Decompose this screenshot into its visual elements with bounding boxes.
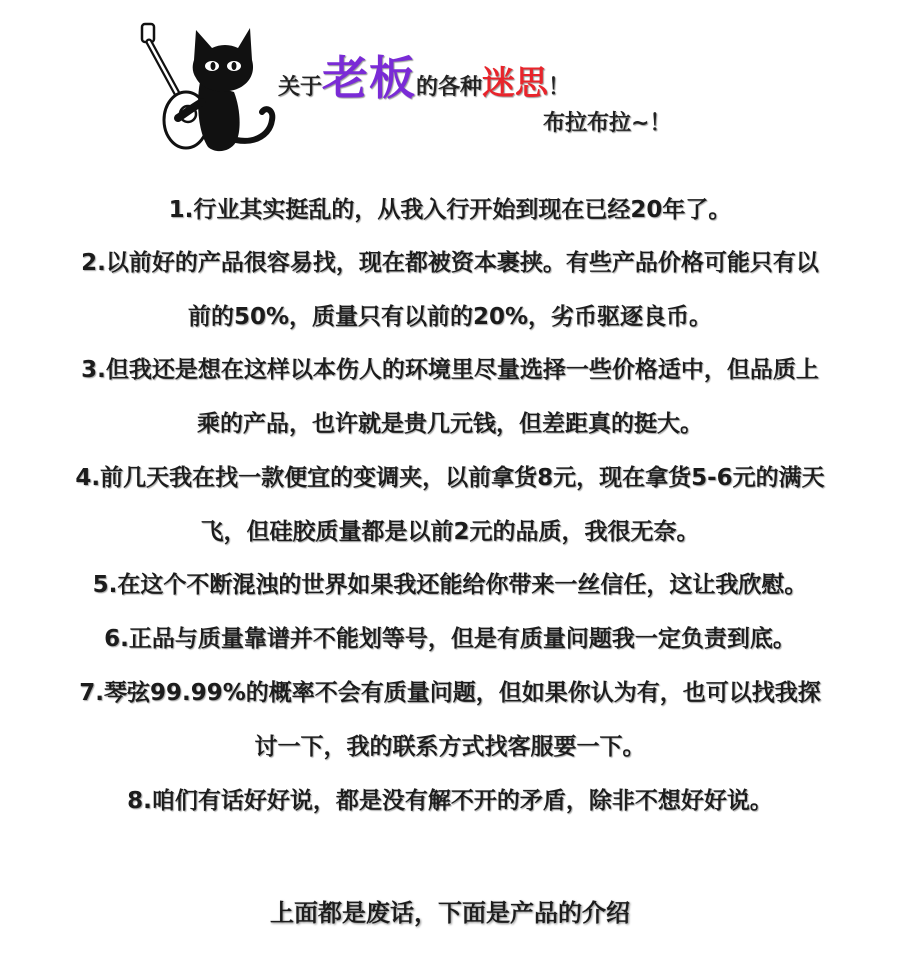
page-subtitle: 布拉布拉~！ [543, 111, 672, 136]
note-line: 8.咱们有话好好说，都是没有解不开的矛盾，除非不想好好说。 [127, 788, 773, 814]
note-line: 4.前几天我在找一款便宜的变调夹，以前拿货8元，现在拿货5-6元的满天 [75, 465, 825, 491]
title-highlight-boss: 老板 [322, 51, 417, 105]
note-line: 2.以前好的产品很容易找，现在都被资本裹挟。有些产品价格可能只有以 [81, 250, 819, 276]
title-prefix: 关于 [278, 75, 323, 100]
page-title [278, 42, 570, 108]
note-line: 1.行业其实挺乱的，从我入行开始到现在已经20年了。 [168, 197, 732, 223]
note-line: 5.在这个不断混浊的世界如果我还能给你带来一丝信任，这让我欣慰。 [92, 572, 808, 598]
title-highlight-myths: 迷思 [482, 63, 549, 102]
note-line: 讨一下，我的联系方式找客服要一下。 [254, 734, 646, 760]
note-line: 6.正品与质量靠谱并不能划等号，但是有质量问题我一定负责到底。 [104, 626, 796, 652]
title-middle: 的各种 [416, 75, 483, 100]
note-line: 7.琴弦99.99%的概率不会有质量问题，但如果你认为有，也可以找我探 [79, 680, 821, 706]
note-line: 3.但我还是想在这样以本伤人的环境里尽量选择一些价格适中，但品质上 [81, 357, 819, 383]
title-suffix: ！ [548, 75, 571, 100]
note-line: 前的50%，质量只有以前的20%，劣币驱逐良币。 [187, 304, 713, 330]
note-line: 乘的产品，也许就是贵几元钱，但差距真的挺大。 [197, 411, 703, 437]
note-line: 飞，但硅胶质量都是以前2元的品质，我很无奈。 [200, 519, 700, 545]
black-cat-guitar-icon [138, 22, 288, 157]
header [0, 0, 900, 170]
footer-caption: 上面都是废话，下面是产品的介绍 [270, 898, 630, 927]
